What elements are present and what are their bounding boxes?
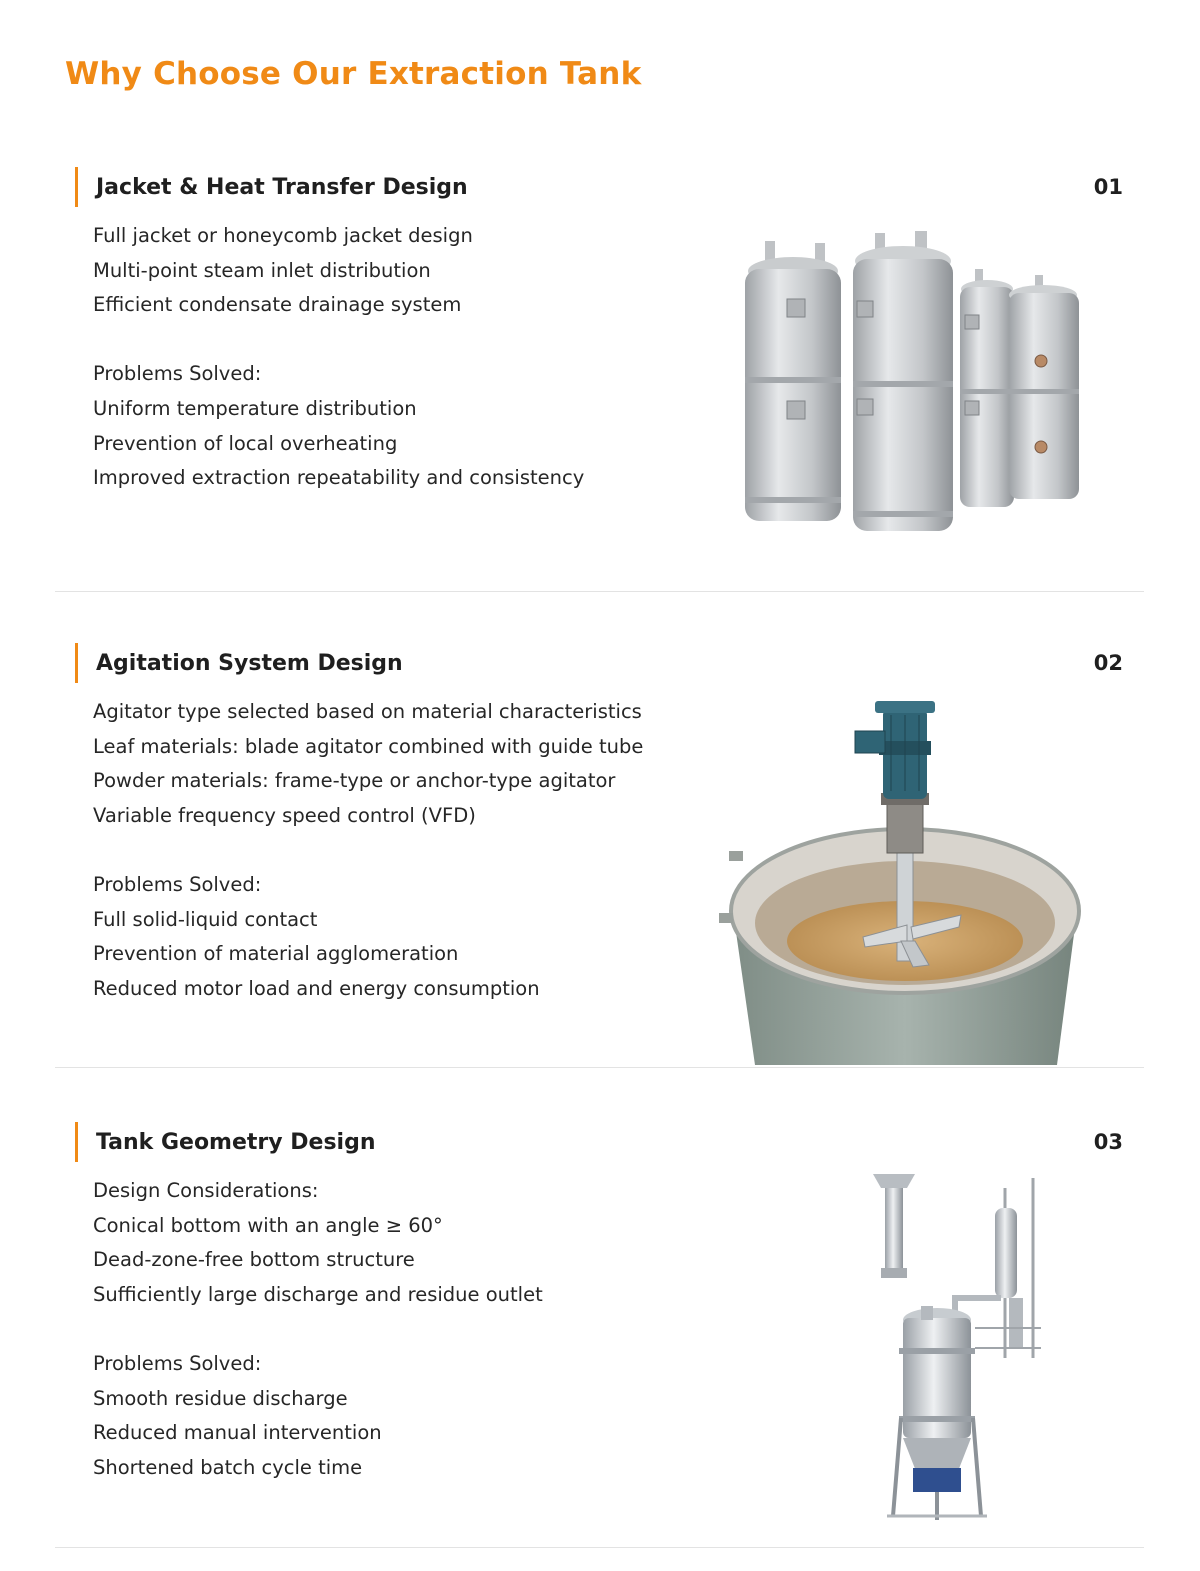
- list-item: Leaf materials: blade agitator combined with guide tube: [93, 734, 644, 758]
- list-item: Prevention of local overheating: [93, 431, 398, 455]
- list-item: Powder materials: frame-type or anchor-type agitator: [93, 769, 616, 793]
- section-divider: [55, 1547, 1144, 1548]
- section-title: Jacket & Heat Transfer Design: [96, 174, 468, 200]
- list-item: Dead-zone-free bottom structure: [93, 1248, 415, 1272]
- extraction-tank-system-photo: [855, 1168, 1065, 1528]
- spacer: [93, 833, 643, 868]
- section-heading: [75, 643, 403, 683]
- list-item: Improved extraction repeatability and consistency: [93, 466, 585, 490]
- list-item: Shortened batch cycle time: [93, 1455, 363, 1479]
- section-number: 03: [1093, 1130, 1123, 1154]
- list-item: Reduced motor load and energy consumption: [93, 976, 540, 1000]
- problems-label: Problems Solved:: [93, 1351, 262, 1375]
- feature-list: [93, 1174, 543, 1485]
- agitator-tank-illustration: [715, 701, 1095, 1067]
- section-agitation-design: [55, 643, 1144, 1068]
- problems-label: Problems Solved:: [93, 872, 262, 896]
- page-title: Why Choose Our Extraction Tank: [65, 56, 642, 92]
- section-heading: [75, 167, 468, 207]
- list-item: Full solid-liquid contact: [93, 907, 318, 931]
- list-item: Prevention of material agglomeration: [93, 942, 459, 966]
- features-label: Design Considerations:: [93, 1179, 319, 1202]
- section-heading: [75, 1122, 376, 1162]
- list-item: Variable frequency speed control (VFD): [93, 803, 476, 827]
- list-item: Agitator type selected based on material characteristics: [93, 700, 642, 723]
- section-number: 02: [1093, 651, 1123, 675]
- spacer: [93, 323, 584, 358]
- agitator-tank-photo: [715, 701, 1095, 1067]
- list-item: Sufficiently large discharge and residue outlet: [93, 1282, 543, 1306]
- spacer: [93, 1312, 543, 1347]
- list-item: Smooth residue discharge: [93, 1386, 348, 1410]
- list-item: Efficient condensate drainage system: [93, 293, 462, 317]
- problems-label: Problems Solved:: [93, 362, 262, 386]
- list-item: Reduced manual intervention: [93, 1421, 382, 1445]
- feature-list: [93, 695, 643, 1006]
- section-divider: [55, 1067, 1144, 1068]
- section-jacket-design: [55, 167, 1144, 592]
- section-title: Tank Geometry Design: [96, 1129, 376, 1155]
- section-title: Agitation System Design: [96, 650, 403, 676]
- list-item: Multi-point steam inlet distribution: [93, 258, 431, 282]
- jacketed-tanks-illustration: [735, 229, 1080, 535]
- section-number: 01: [1093, 175, 1123, 199]
- feature-list: [93, 219, 584, 496]
- list-item: Uniform temperature distribution: [93, 396, 417, 420]
- section-geometry-design: [55, 1122, 1144, 1548]
- list-item: Full jacket or honeycomb jacket design: [93, 224, 473, 247]
- jacketed-tanks-photo: [735, 229, 1080, 535]
- extraction-system-illustration: [855, 1168, 1065, 1528]
- list-item: Conical bottom with an angle ≥ 60°: [93, 1213, 443, 1237]
- section-divider: [55, 591, 1144, 592]
